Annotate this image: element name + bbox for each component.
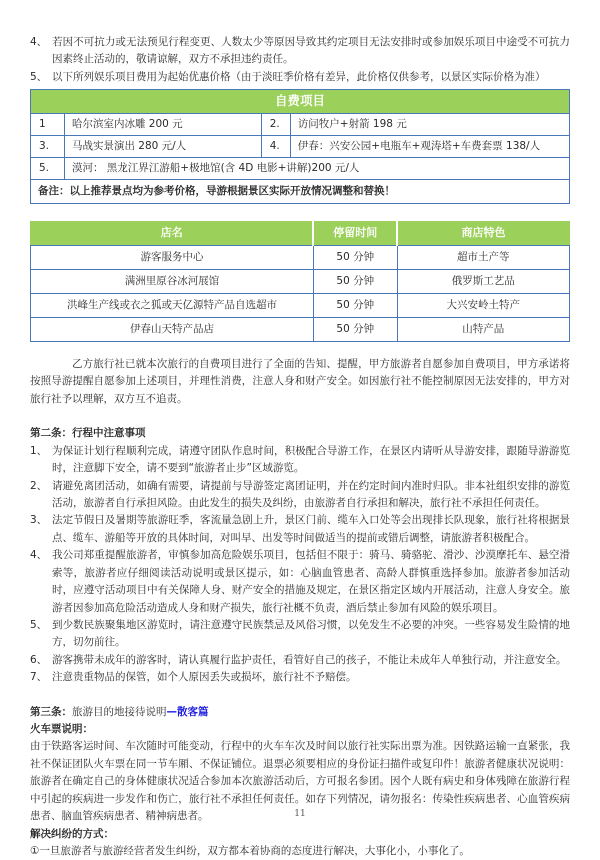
agreement-paragraph: 乙方旅行社已就本次旅行的自费项目进行了全面的告知、提醒，甲方旅游者自愿参加自费项目，甲方承诺将按照导游提醒自愿参加上述项目，并理性消费，注意人身和财产安全。如因旅行社不能控制原因无法安排的，甲方对旅行社予以理解，双方互不追责。 (30, 358, 570, 405)
shop-stops-table (30, 221, 570, 342)
clause-text: 以下所列娱乐项目费用为起始优惠价格（由于淡旺季价格有差异，此价格仅供参考，以景区实际价格为准） (52, 70, 546, 83)
fee-table-note: 备注：以上推荐景点均为参考价格，导游根据景区实际开放情况调整和替换！ (31, 180, 570, 204)
stay-time: 50 分钟 (313, 318, 397, 342)
fee-item-name: 马战实景演出 280 元/人 (64, 136, 261, 158)
item-text: 我公司郑重提醒旅游者，审慎参加高危险娱乐项目，包括但不限于：骑马、骑骆驼、滑沙、沙漠摩托车、悬空滑索等，旅游者应仔细阅读活动说明或景区提示，如：心脑血管患者、高龄人群慎重选择参加。旅游者参加活动时，应遵守活动项目中有关保障人身、财产安全的措施及规定，在景区指定区域内开展活动，注意人身安全。旅游者因参加高危险活动造成人身和财产损失，旅行社概不负责，酒后禁止参加有风险的娱乐项目。 (52, 549, 570, 614)
fee-item-index: 2. (261, 114, 290, 136)
table-row (31, 270, 570, 294)
clause-text: 若因不可抗力或无法预见行程变更、人数太少等原因导致其约定项目无法安排时或参加娱乐项目中途受不可抗力因素终止活动的，敬请谅解，双方不承担违约责任。 (52, 36, 570, 66)
section-3-heading-main: 旅游目的地接待说明 (72, 705, 167, 718)
item-number: 5、 (30, 618, 48, 631)
clause-number: 4、 (30, 36, 48, 48)
page-number: 11 (294, 809, 306, 820)
section-2 (30, 425, 570, 686)
shop-name: 伊春山天特产品店 (31, 318, 314, 342)
table-row (31, 158, 570, 180)
notice-item (30, 652, 570, 669)
item-number: 6、 (30, 653, 48, 666)
item-number: 3、 (30, 514, 48, 527)
stay-time: 50 分钟 (313, 294, 397, 318)
fee-item-name: 漠河： 黑龙江界江游船+极地馆(含 4D 电影+讲解)200 元/人 (64, 158, 569, 180)
fee-item-index: 5. (31, 158, 65, 180)
notice-item (30, 617, 570, 652)
shop-specialty: 俄罗斯工艺品 (397, 270, 569, 294)
intro-clauses (30, 34, 570, 86)
column-header-specialty: 商店特色 (397, 222, 569, 246)
fee-item-name: 哈尔滨室内冰雕 200 元 (64, 114, 261, 136)
notice-item (30, 478, 570, 513)
column-header-shop-name: 店名 (31, 222, 314, 246)
fee-item-index: 3. (31, 136, 65, 158)
table-row (31, 136, 570, 158)
item-text: 到少数民族聚集地区游览时，请注意遵守民族禁忌及风俗习惯，以免发生不必要的冲突。一些容易发生险情的地方，切勿前往。 (52, 618, 570, 649)
train-ticket-label: 火车票说明： (30, 723, 93, 736)
intro-clause-5 (30, 69, 570, 86)
item-number: 1、 (30, 444, 48, 457)
shop-specialty: 山特产品 (397, 318, 569, 342)
section-3-heading-highlight: —散客篇 (166, 705, 209, 718)
item-number: 7、 (30, 671, 48, 684)
item-number: 4、 (30, 549, 48, 562)
column-header-stay-time: 停留时间 (313, 222, 397, 246)
shop-name: 游客服务中心 (31, 246, 314, 270)
clause-number: 5、 (30, 70, 48, 83)
table-row (31, 114, 570, 136)
item-text: 法定节假日及暑期等旅游旺季，客流量急剧上升，景区门前、缆车入口处等会出现排长队现象，旅行社将根据景点、缆车、游船等开放的具体时间，对叫早、出发等时间做适当的提前或错后调整，请旅游者积极配合。 (52, 514, 570, 544)
section-3-heading (30, 704, 570, 721)
section-3 (30, 704, 570, 860)
item-text: 请避免离团活动，如确有需要，请提前与导游签定离团证明，并在约定时间内准时归队。非本社组织安排的游览活动，旅游者自行承担风险。由此发生的损失及纠纷，由旅游者自行承担和解决，旅行社不承担任何责任。 (52, 479, 570, 509)
dispute-label: 解决纠纷的方式： (30, 827, 114, 840)
table-row (31, 246, 570, 270)
fee-table-title: 自费项目 (31, 90, 570, 114)
notice-item (30, 547, 570, 617)
train-ticket-text: 由于铁路客运时间、车次随时可能变动，行程中的火车车次及时间以旅行社实际出票为准。因铁路运输一直紧张，我社不保证团队火车票在同一节车厢、不保证铺位。退票必须要相应的身份证扫描件或复印件！旅游者健康状况说明：旅游者在确定自己的身体健康状况适合参加本次旅游活动后，方可报名参团。因个人既有病史和身体残障在旅游行程中引起的疾病进一步发作和伤亡，旅行社不承担任何责任。如存下列情况，请勿报名：传染性疾病患者、心血管疾病患者、脑血管疾病患者、精神病患者。 (30, 740, 570, 823)
dispute-item: ①一旦旅游者与旅游经营者发生纠纷，双方都本着协商的态度进行解决，大事化小，小事化了。 (30, 844, 470, 857)
shop-name: 洪峰生产线或衣之狐或天亿源特产品自选超市 (31, 294, 314, 318)
item-number: 2、 (30, 479, 48, 492)
item-text: 为保证计划行程顺利完成，请遵守团队作息时间，积极配合导游工作，在景区内请听从导游安排，跟随导游游览时，注意脚下安全，请不要到“旅游者止步”区域游览。 (52, 444, 570, 475)
notice-item (30, 512, 570, 547)
fee-item-name: 伊春：兴安公园+电瓶车+观涛塔+车费套票 138/人 (290, 136, 569, 158)
stay-time: 50 分钟 (313, 270, 397, 294)
fee-table-title-row (31, 90, 570, 114)
section-2-heading: 第二条：行程中注意事项 (30, 427, 146, 440)
table-row (31, 318, 570, 342)
fee-table-note-row (31, 180, 570, 204)
notice-item (30, 669, 570, 686)
shop-table-header-row (31, 222, 570, 246)
shop-specialty: 超市土产等 (397, 246, 569, 270)
fee-item-name: 访问牧户+射箭 198 元 (290, 114, 569, 136)
section-2-items (30, 443, 570, 687)
fee-item-index: 1 (31, 114, 65, 136)
shop-specialty: 大兴安岭土特产 (397, 294, 569, 318)
fee-item-index: 4. (261, 136, 290, 158)
item-text: 注意贵重物品的保管，如个人原因丢失或损坏，旅行社不予赔偿。 (52, 671, 357, 684)
section-3-heading-prefix: 第三条： (30, 705, 72, 718)
stay-time: 50 分钟 (313, 246, 397, 270)
notice-item (30, 443, 570, 478)
table-row (31, 294, 570, 318)
intro-clause-4 (30, 34, 570, 69)
item-text: 游客携带未成年的游客时，请认真履行监护责任，看管好自己的孩子，不能让未成年人单独行动，并注意安全。 (52, 653, 567, 666)
self-paid-items-table (30, 89, 570, 204)
shop-name: 满洲里原谷冰河展馆 (31, 270, 314, 294)
